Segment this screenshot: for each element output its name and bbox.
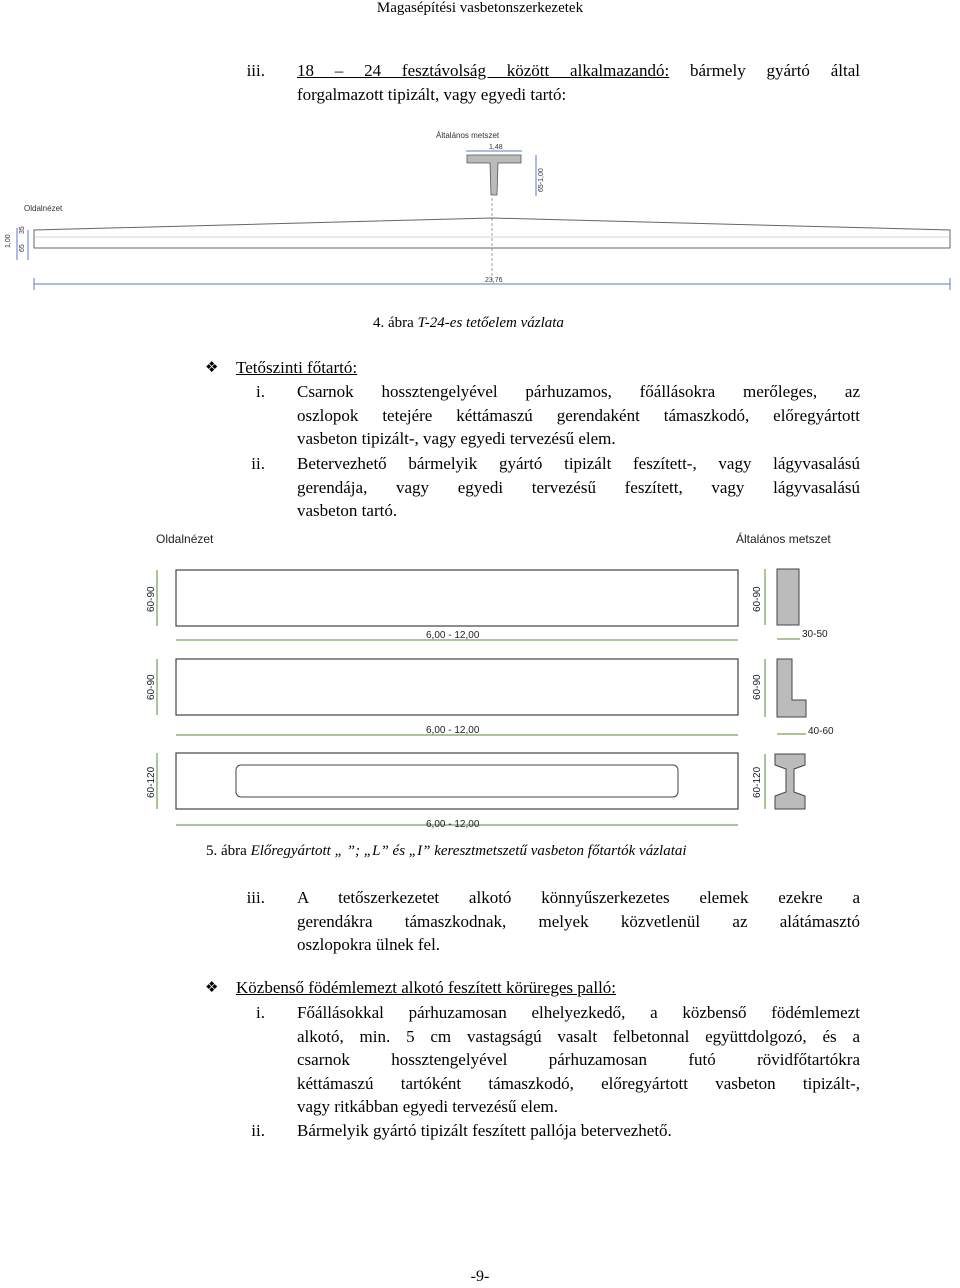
text-line: csarnok hossztengelyével párhuzamosan futó rövidfőtartókra [297,1050,860,1069]
fig4-left-top-dim: 35 [19,226,26,234]
list-item-iii-top [0,59,960,109]
text-line: kéttámaszú tartóként támaszkodó, előregyártott vasbeton tipizált-, [297,1073,860,1093]
rectangular-section [777,569,799,625]
text-line: Betervezhető bármelyik gyártó tipizált feszített-, vagy lágyvasalású [297,454,860,473]
list-number: i. [256,382,265,401]
fig4-depth-dim: 65-1,00 [538,168,545,192]
sec-1-width-dim: 30-50 [802,629,828,640]
fig5-section-label: Általános metszet [736,532,831,546]
text-line: vasbeton tipizált-, vagy egyedi tervezésű elem. [297,429,616,448]
list-item-i [0,380,960,452]
underlined-phrase: 18 – 24 fesztávolság között alkalmazandó: [297,61,670,80]
list-number: i. [256,1003,265,1022]
fig4-left-bottom-dim: 65 [19,244,26,252]
section-bullet-roof-girder [0,358,960,382]
figure-4-t24-roof-element [0,120,960,300]
beam-1-span-dim: 6,00 - 12,00 [426,630,480,641]
beam-3-height-dim: 60-120 [146,766,157,798]
sec-3-height-dim: 60-120 [752,766,763,798]
beam-2-side [176,659,738,715]
text-line: gerendákra támaszkodnak, melyek közvetlenül az alátámasztó [297,911,860,931]
caption-text: T-24-es tetőelem vázlata [417,315,564,331]
text-line: vagy ritkábban egyedi tervezésű elem. [297,1097,559,1116]
section-heading: Közbenső födémlemezt alkotó feszített körüreges palló: [236,978,617,997]
figure-5-caption [206,843,687,860]
running-header: Magasépítési vasbetonszerkezetek [376,0,584,16]
page-number: -9- [470,1268,490,1285]
text-line: alkotó, min. 5 cm vastagságú vasalt felbetonnal együttdolgozó, és a [297,1026,860,1046]
caption-number: 4. ábra [373,315,418,331]
caption-number: 5. ábra [206,843,251,859]
beam-1-side [176,570,738,626]
list-item-ii [0,452,960,524]
list-text [297,59,860,106]
text-line: vasbeton tartó. [297,501,398,520]
beam-3-inner-web [236,765,678,797]
fig4-left-total-dim: 1,00 [5,234,12,248]
i-section [775,754,805,809]
list-number: ii. [251,454,265,473]
text-line: gerendája, vagy egyedi tervezésű feszített, vagy lágyvasalású [297,477,860,497]
text-line: oszlopokra ülnek fel. [297,935,441,954]
sec-1-height-dim: 60-90 [752,586,763,612]
text-line: oszlopok tetejére kéttámaszú gerendaként támaszkodó, előregyártott [297,405,860,425]
fig5-side-label: Oldalnézet [156,532,214,546]
fig4-side-label: Oldalnézet [24,204,63,213]
text-line: Főállásokkal párhuzamosan elhelyezkedő, a közbenső födémlemezt [297,1003,860,1022]
caption-text: Előregyártott „ ”; „L” és „I” keresztmetszetű vasbeton főtartók vázlatai [250,843,687,859]
text-line: A tetőszerkezetet alkotó könnyűszerkezetes elemek ezekre a [297,888,860,907]
text-line: Bármelyik gyártó tipizált feszített pallója betervezhető. [297,1121,672,1140]
fig4-section-label: Általános metszet [436,131,500,140]
beam-3-side [176,753,738,809]
beam-2-height-dim: 60-90 [146,674,157,700]
diamond-bullet-icon: ❖ [205,978,219,996]
sec-2-width-dim: 40-60 [808,726,834,737]
fig4-width-dim: 1,48 [489,144,503,151]
figure-4-caption [373,315,564,332]
list-item-iii-mid [0,886,960,958]
text-line: forgalmazott tipizált, vagy egyedi tartó: [297,84,567,104]
list-number: iii. [246,61,265,80]
fig4-span-dim: 23,76 [485,277,503,284]
text-line: Csarnok hossztengelyével párhuzamos, főállásokra merőleges, az [297,382,860,401]
list-item-i-second [0,1001,960,1119]
l-section [777,659,806,717]
list-number: iii. [246,888,265,907]
sec-2-height-dim: 60-90 [752,674,763,700]
t-section-shape [467,155,521,195]
list-item-ii-second [0,1119,960,1143]
figure-5-beam-sections [0,528,960,838]
section-heading: Tetőszinti főtartó: [236,358,358,377]
list-number: ii. [251,1121,265,1140]
beam-3-span-dim: 6,00 - 12,00 [426,819,480,830]
beam-2-span-dim: 6,00 - 12,00 [426,725,480,736]
diamond-bullet-icon: ❖ [205,358,219,376]
section-bullet-hollow-core-plank [0,978,960,1002]
text-rest: bármely gyártó által [669,61,861,80]
beam-1-height-dim: 60-90 [146,586,157,612]
